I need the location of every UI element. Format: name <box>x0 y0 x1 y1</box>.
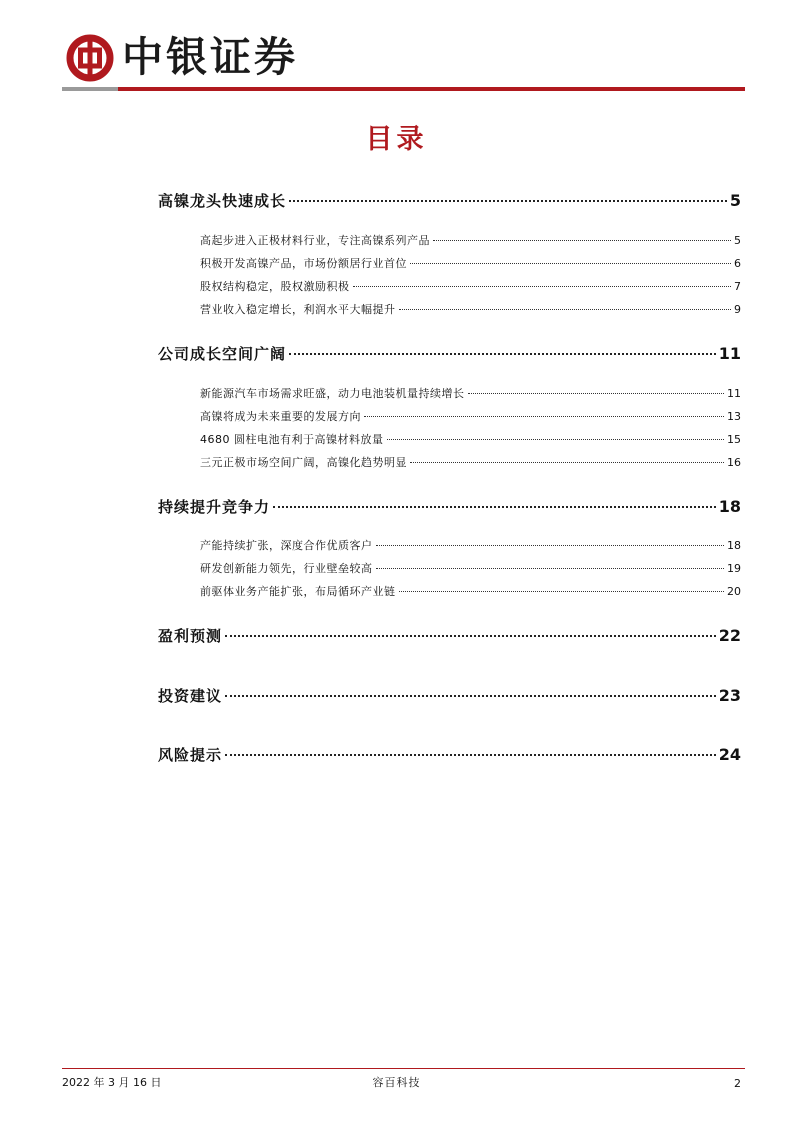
toc-item-label: 股权结构稳定，股权激励积极 <box>200 280 350 293</box>
bank-of-china-logo-icon <box>66 34 114 82</box>
footer-rule <box>62 1068 745 1069</box>
toc-section-label: 持续提升竞争力 <box>158 498 271 516</box>
toc-item-page: 18 <box>727 539 741 552</box>
toc-item-label: 产能持续扩张，深度合作优质客户 <box>200 539 373 552</box>
toc-item-label: 积极开发高镍产品，市场份额居行业首位 <box>200 257 407 270</box>
toc-item-1-2[interactable] <box>200 255 741 273</box>
toc-item-3-1[interactable] <box>200 537 741 555</box>
toc-section-page: 11 <box>718 344 741 363</box>
toc-item-2-2[interactable] <box>200 408 741 426</box>
page-header <box>0 0 793 96</box>
toc-dot-leader <box>225 694 716 697</box>
toc-dot-leader <box>410 262 731 264</box>
toc-item-page: 5 <box>734 234 741 247</box>
toc-dot-leader <box>387 438 725 440</box>
toc-item-page: 9 <box>734 303 741 316</box>
toc-section-page: 22 <box>718 626 741 645</box>
toc-item-page: 15 <box>727 433 741 446</box>
toc-section-page: 5 <box>729 191 741 210</box>
toc-dot-leader <box>376 544 725 546</box>
toc-dot-leader <box>353 285 732 287</box>
toc-dot-leader <box>433 239 731 241</box>
toc-section-3[interactable] <box>158 495 741 519</box>
footer-date: 2022 年 3 月 16 日 <box>62 1076 162 1089</box>
toc-dot-leader <box>376 567 725 569</box>
toc-item-label: 三元正极市场空间广阔，高镍化趋势明显 <box>200 456 407 469</box>
toc-item-label: 高起步进入正极材料行业，专注高镍系列产品 <box>200 234 430 247</box>
footer-page-number: 2 <box>734 1077 741 1090</box>
toc-section-label: 投资建议 <box>158 687 223 705</box>
brand-name: 中银证券 <box>122 33 298 81</box>
toc-section-2[interactable] <box>158 342 741 366</box>
toc-section-label: 风险提示 <box>158 746 223 764</box>
toc-dot-leader <box>225 634 716 637</box>
toc-section-1[interactable] <box>158 189 741 213</box>
toc-dot-leader <box>289 352 716 355</box>
toc-dot-leader <box>225 753 716 756</box>
toc-dot-leader <box>273 505 716 508</box>
toc-item-3-3[interactable] <box>200 583 741 601</box>
toc-item-2-1[interactable] <box>200 385 741 403</box>
toc-item-label: 研发创新能力领先，行业壁垒较高 <box>200 562 373 575</box>
toc-dot-leader <box>289 199 727 202</box>
toc-item-page: 19 <box>727 562 741 575</box>
toc-section-5[interactable] <box>158 684 741 708</box>
toc-section-page: 23 <box>718 686 741 705</box>
toc-item-page: 11 <box>727 387 741 400</box>
toc-item-2-4[interactable] <box>200 454 741 472</box>
toc-dot-leader <box>399 308 732 310</box>
toc-item-label: 4680 圆柱电池有利于高镍材料放量 <box>200 433 384 446</box>
header-rule-gray <box>62 87 118 91</box>
toc-section-6[interactable] <box>158 743 741 767</box>
toc-item-page: 20 <box>727 585 741 598</box>
toc-item-label: 新能源汽车市场需求旺盛，动力电池装机量持续增长 <box>200 387 465 400</box>
toc-dot-leader <box>410 461 724 463</box>
toc-item-1-1[interactable] <box>200 232 741 250</box>
toc-dot-leader <box>399 590 725 592</box>
toc-title: 目录 <box>365 124 428 155</box>
toc-item-page: 13 <box>727 410 741 423</box>
toc-item-label: 高镍将成为未来重要的发展方向 <box>200 410 361 423</box>
toc-section-4[interactable] <box>158 624 741 648</box>
toc-dot-leader <box>364 415 724 417</box>
footer-company: 容百科技 <box>372 1076 421 1089</box>
header-rule-red <box>118 87 745 91</box>
toc-section-page: 24 <box>718 745 741 764</box>
toc-section-page: 18 <box>718 497 741 516</box>
toc-item-page: 6 <box>734 257 741 270</box>
toc-item-2-3[interactable] <box>200 431 741 449</box>
toc-item-1-4[interactable] <box>200 301 741 319</box>
toc-item-page: 7 <box>734 280 741 293</box>
toc-item-label: 前驱体业务产能扩张，布局循环产业链 <box>200 585 396 598</box>
toc-item-3-2[interactable] <box>200 560 741 578</box>
toc-item-1-3[interactable] <box>200 278 741 296</box>
toc-section-label: 高镍龙头快速成长 <box>158 192 287 210</box>
toc-dot-leader <box>468 392 725 394</box>
toc-section-label: 公司成长空间广阔 <box>158 345 287 363</box>
toc-item-page: 16 <box>727 456 741 469</box>
toc-section-label: 盈利预测 <box>158 627 223 645</box>
toc-item-label: 营业收入稳定增长，利润水平大幅提升 <box>200 303 396 316</box>
